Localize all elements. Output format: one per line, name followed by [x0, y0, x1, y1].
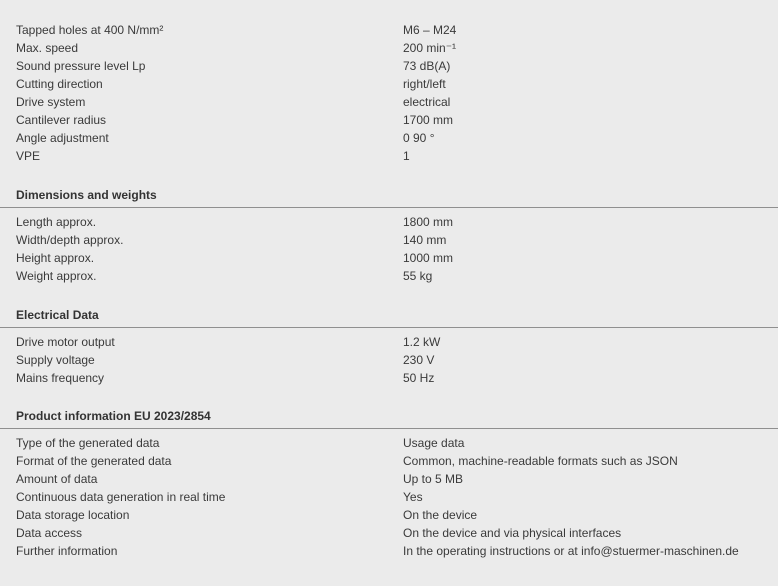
spec-label: Cutting direction [16, 77, 103, 91]
spec-rows [0, 21, 778, 165]
spec-value: 50 Hz [403, 371, 435, 385]
spec-value: right/left [403, 77, 446, 91]
spec-row-height [0, 249, 778, 267]
spec-row-realtime-generation [0, 488, 778, 506]
spec-row-sound-pressure [0, 57, 778, 75]
spec-label: Angle adjustment [16, 131, 109, 145]
spec-value: 200 min⁻¹ [403, 41, 457, 55]
spec-table-dimensions [0, 182, 778, 285]
spec-row-vpe [0, 147, 778, 165]
spec-row-width [0, 231, 778, 249]
spec-value: In the operating instructions or at info@stuermer-maschinen.de [403, 544, 739, 558]
spec-label: VPE [16, 149, 41, 163]
spec-row-data-type [0, 434, 778, 452]
spec-label: Sound pressure level Lp [16, 59, 146, 73]
spec-row-drive-system [0, 93, 778, 111]
spec-label: Format of the generated data [16, 454, 172, 468]
spec-label: Length approx. [16, 215, 97, 229]
spec-value: Common, machine-readable formats such as JSON [403, 454, 678, 468]
spec-label: Continuous data generation in real time [16, 490, 226, 504]
spec-row-angle-adjustment [0, 129, 778, 147]
spec-row-mains-frequency [0, 369, 778, 387]
spec-label: Type of the generated data [16, 436, 160, 450]
spec-row-data-access [0, 524, 778, 542]
spec-value: On the device and via physical interfaces [403, 526, 622, 540]
spec-value: Usage data [403, 436, 465, 450]
spec-label: Data access [16, 526, 83, 540]
spec-label: Drive motor output [16, 335, 115, 349]
spec-row-data-amount [0, 470, 778, 488]
spec-value: Yes [403, 490, 423, 504]
section-heading: Dimensions and weights [0, 182, 778, 208]
spec-row-supply-voltage [0, 351, 778, 369]
spec-label: Weight approx. [16, 269, 97, 283]
spec-value: 55 kg [403, 269, 433, 283]
spec-value: Up to 5 MB [403, 472, 464, 486]
spec-label: Height approx. [16, 251, 95, 265]
spec-label: Width/depth approx. [16, 233, 124, 247]
spec-label: Supply voltage [16, 353, 95, 367]
spec-value: M6 – M24 [403, 23, 457, 37]
spec-table-product-info [0, 403, 778, 560]
spec-value: 1000 mm [403, 251, 454, 265]
spec-table-general [0, 21, 778, 165]
spec-row-tapped-holes [0, 21, 778, 39]
spec-value: electrical [403, 95, 451, 109]
spec-row-max-speed [0, 39, 778, 57]
spec-value: 1800 mm [403, 215, 454, 229]
spec-value: 1700 mm [403, 113, 454, 127]
spec-value: On the device [403, 508, 478, 522]
spec-label: Drive system [16, 95, 86, 109]
spec-row-data-format [0, 452, 778, 470]
spec-rows [0, 328, 778, 387]
spec-label: Data storage location [16, 508, 130, 522]
spec-value: 230 V [403, 353, 435, 367]
spec-row-drive-motor-output [0, 333, 778, 351]
spec-row-further-information [0, 542, 778, 560]
spec-rows [0, 429, 778, 560]
spec-value: 1 [403, 149, 410, 163]
spec-label: Cantilever radius [16, 113, 107, 127]
section-heading: Product information EU 2023/2854 [0, 403, 778, 429]
spec-row-cutting-direction [0, 75, 778, 93]
spec-label: Amount of data [16, 472, 98, 486]
spec-row-storage-location [0, 506, 778, 524]
spec-row-weight [0, 267, 778, 285]
spec-rows [0, 208, 778, 285]
section-heading: Electrical Data [0, 302, 778, 328]
spec-table-electrical [0, 302, 778, 387]
spec-label: Mains frequency [16, 371, 105, 385]
spec-row-length [0, 213, 778, 231]
spec-value: 1.2 kW [403, 335, 441, 349]
spec-value: 140 mm [403, 233, 447, 247]
spec-label: Further information [16, 544, 118, 558]
spec-row-cantilever-radius [0, 111, 778, 129]
spec-value: 0 90 ° [403, 131, 435, 145]
spec-label: Tapped holes at 400 N/mm² [16, 23, 164, 37]
spec-label: Max. speed [16, 41, 79, 55]
spec-value: 73 dB(A) [403, 59, 451, 73]
